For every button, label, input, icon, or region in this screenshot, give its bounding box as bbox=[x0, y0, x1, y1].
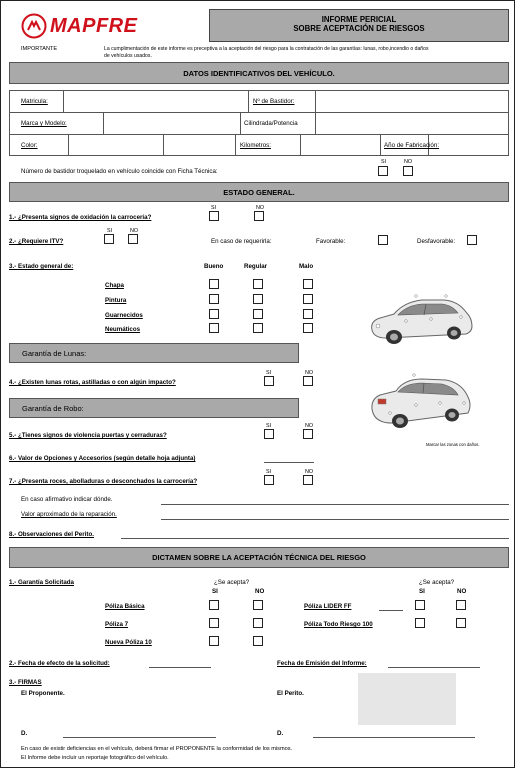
item-chapa: Chapa bbox=[105, 282, 124, 289]
chapa-malo-checkbox[interactable] bbox=[303, 279, 313, 289]
item-guarnecidos: Guarnecidos bbox=[105, 312, 143, 319]
poliza-basica: Póliza Básica bbox=[105, 603, 145, 610]
grid-col bbox=[163, 134, 164, 156]
fecha-efecto: 2.- Fecha de efecto de la solicitud: bbox=[9, 660, 110, 667]
neumaticos-bueno-checkbox[interactable] bbox=[209, 323, 219, 333]
q5-si-checkbox[interactable] bbox=[264, 429, 274, 439]
report-title-box bbox=[209, 9, 509, 42]
guarnecidos-malo-checkbox[interactable] bbox=[303, 309, 313, 319]
bastidor-no-checkbox[interactable] bbox=[403, 166, 413, 176]
mapfre-emblem-icon bbox=[21, 13, 47, 39]
q1-no-label: NO bbox=[256, 205, 265, 211]
section-lunas-title bbox=[9, 343, 299, 363]
desfavorable-checkbox[interactable] bbox=[467, 235, 477, 245]
favorable-label: Favorable: bbox=[316, 238, 346, 245]
poliza-todo-riesgo: Póliza Todo Riesgo 100 bbox=[304, 621, 373, 628]
chapa-bueno-checkbox[interactable] bbox=[209, 279, 219, 289]
firmas-title: 3.- FIRMAS bbox=[9, 679, 42, 686]
item-pintura: Pintura bbox=[105, 297, 127, 304]
poliza-basica-si-checkbox[interactable] bbox=[209, 600, 219, 610]
pintura-malo-checkbox[interactable] bbox=[303, 294, 313, 304]
car-rear-diagram[interactable] bbox=[368, 369, 473, 437]
q2-itv: 2.- ¿Requiere ITV? bbox=[9, 238, 64, 245]
section-dictamen-title-text: DICTAMEN SOBRE LA ACEPTACIÓN TÉCNICA DEL RIESGO bbox=[152, 553, 366, 562]
q4-no-label: NO bbox=[305, 370, 314, 376]
bastidor-label: Nº de Bastidor: bbox=[253, 98, 295, 105]
q7-no-label: NO bbox=[305, 469, 314, 475]
q5-violencia: 5.- ¿Tienes signos de violencia puertas y cerraduras? bbox=[9, 432, 167, 439]
grid-col bbox=[248, 91, 249, 112]
section-robo-title bbox=[9, 398, 299, 418]
no-left: NO bbox=[255, 588, 265, 595]
no-label: NO bbox=[404, 159, 413, 165]
poliza-10-no-checkbox[interactable] bbox=[253, 636, 263, 646]
poliza-7: Póliza 7 bbox=[105, 621, 129, 628]
poliza-lider: Póliza LIDER FF bbox=[304, 603, 352, 610]
q1-oxidacion: 1.- ¿Presenta signos de oxidación la carrocería? bbox=[9, 214, 152, 221]
poliza-lider-no-checkbox[interactable] bbox=[456, 600, 466, 610]
d-right: D. bbox=[277, 730, 284, 737]
neumaticos-regular-checkbox[interactable] bbox=[253, 323, 263, 333]
neumaticos-malo-checkbox[interactable] bbox=[303, 323, 313, 333]
guarnecidos-bueno-checkbox[interactable] bbox=[209, 309, 219, 319]
q7-si-label: SI bbox=[266, 469, 272, 475]
q4-lunas: 4.- ¿Existen lunas rotas, astilladas o con algún impacto? bbox=[9, 379, 176, 386]
poliza-10-si-checkbox[interactable] bbox=[209, 636, 219, 646]
section-general-title-text: ESTADO GENERAL. bbox=[223, 187, 295, 197]
favorable-checkbox[interactable] bbox=[378, 235, 388, 245]
acepta-right: ¿Se acepta? bbox=[419, 579, 455, 586]
dictamen-q1: 1.- Garantía Solicitada bbox=[9, 579, 74, 586]
si-right: SI bbox=[419, 588, 425, 595]
q5-no-label: NO bbox=[305, 423, 314, 429]
section-dictamen-title bbox=[9, 547, 509, 568]
proponente-label: El Proponente. bbox=[21, 690, 65, 697]
section-lunas-title-text: Garantía de Lunas: bbox=[22, 348, 87, 358]
section-general-title bbox=[9, 182, 509, 202]
poliza-lider-line[interactable] bbox=[379, 610, 403, 611]
q1-no-checkbox[interactable] bbox=[254, 211, 264, 221]
poliza-7-no-checkbox[interactable] bbox=[253, 618, 263, 628]
anio-field[interactable] bbox=[429, 134, 507, 154]
notice-text-2: de vehículos usados. bbox=[104, 53, 152, 59]
poliza-todo-riesgo-no-checkbox[interactable] bbox=[456, 618, 466, 628]
grid-col bbox=[240, 112, 241, 134]
pintura-bueno-checkbox[interactable] bbox=[209, 294, 219, 304]
bastidor-si-checkbox[interactable] bbox=[378, 166, 388, 176]
q8-observaciones: 8.- Observaciones del Perito. bbox=[9, 531, 94, 538]
no-right: NO bbox=[457, 588, 467, 595]
acepta-left: ¿Se acepta? bbox=[214, 579, 250, 586]
bastidor-question: Número de bastidor troquelado en vehículo coincide con Ficha Técnica: bbox=[21, 168, 218, 175]
col-bueno: Bueno bbox=[204, 263, 224, 270]
guarnecidos-regular-checkbox[interactable] bbox=[253, 309, 263, 319]
pintura-regular-checkbox[interactable] bbox=[253, 294, 263, 304]
q4-no-checkbox[interactable] bbox=[303, 376, 313, 386]
desfavorable-label: Desfavorable: bbox=[417, 238, 456, 245]
report-title-line2: SOBRE ACEPTACIÓN DE RIESGOS bbox=[293, 24, 425, 33]
poliza-lider-si-checkbox[interactable] bbox=[415, 600, 425, 610]
bastidor-field[interactable] bbox=[316, 91, 508, 111]
q1-si-checkbox[interactable] bbox=[209, 211, 219, 221]
section-robo-title-text: Garantía de Robo: bbox=[22, 403, 84, 413]
fecha-emision-line[interactable] bbox=[388, 667, 480, 668]
valor-reparacion: Valor aproximado de la reparación. bbox=[21, 511, 117, 518]
kilometros-label: Kilometros: bbox=[240, 142, 271, 149]
poliza-todo-riesgo-si-checkbox[interactable] bbox=[415, 618, 425, 628]
poliza-7-si-checkbox[interactable] bbox=[209, 618, 219, 628]
cilindrada-field[interactable] bbox=[316, 112, 508, 132]
color-field[interactable] bbox=[69, 134, 162, 154]
car-front-diagram[interactable] bbox=[366, 288, 476, 353]
q4-si-label: SI bbox=[266, 370, 272, 376]
section-vehicle-title bbox=[9, 62, 509, 84]
kilometros-field[interactable] bbox=[301, 134, 379, 154]
perito-label: El Perito. bbox=[277, 690, 304, 697]
perito-signature-line[interactable] bbox=[313, 737, 475, 738]
fecha-emision: Fecha de Emisión del Informe: bbox=[277, 660, 367, 667]
q7-roces: 7.- ¿Presenta roces, abolladuras o desconchados la carrocería? bbox=[9, 478, 198, 485]
marca-label: Marca y Modelo: bbox=[21, 120, 67, 127]
grid-col bbox=[380, 134, 381, 156]
caso-line[interactable] bbox=[161, 504, 509, 505]
notice-label: IMPORTANTE bbox=[21, 46, 58, 52]
valor-line[interactable] bbox=[161, 519, 509, 520]
q2-si-label: SI bbox=[107, 228, 113, 234]
caso-afirmativo: En caso afirmativo indicar dónde. bbox=[21, 496, 113, 503]
footer-note-2: El Informe debe incluir un reportaje fotográfico del vehículo. bbox=[21, 755, 169, 761]
q5-si-label: SI bbox=[266, 423, 272, 429]
section-vehicle-title-text: DATOS IDENTIFICATIVOS DEL VEHÍCULO. bbox=[183, 68, 335, 78]
q7-si-checkbox[interactable] bbox=[264, 475, 274, 485]
proponente-signature-line[interactable] bbox=[63, 737, 216, 738]
cilindrada-label: Cilindrada/Potencia bbox=[244, 120, 298, 127]
item-neumaticos: Neumáticos bbox=[105, 326, 141, 333]
report-title-line1: INFORME PERICIAL bbox=[321, 15, 397, 24]
q6-line[interactable] bbox=[264, 462, 314, 463]
q2-caso: En caso de requerirla: bbox=[211, 238, 272, 245]
col-malo: Malo bbox=[299, 263, 314, 270]
notice-text-1: La cumplimentación de este informe es preceptiva a la aceptación del riesgo para la contratación de las garantías: lunas, robo,incendio o daños bbox=[104, 46, 429, 52]
mapfre-logo bbox=[21, 13, 138, 39]
perito-signature-box[interactable] bbox=[358, 673, 456, 725]
q4-si-checkbox[interactable] bbox=[264, 376, 274, 386]
col-regular: Regular bbox=[244, 263, 268, 270]
footer-note-1: En caso de existir deficiencias en el vehículo, deberá firmar el PROPONENTE la conformidad de los mismos. bbox=[21, 746, 293, 752]
poliza-10: Nueva Póliza 10 bbox=[105, 639, 152, 646]
marca-field[interactable] bbox=[104, 112, 239, 132]
brand-name: MAPFRE bbox=[50, 15, 138, 37]
grid-col bbox=[235, 134, 236, 156]
fecha-efecto-line[interactable] bbox=[149, 667, 211, 668]
q1-si-label: SI bbox=[211, 205, 217, 211]
q2-no-label: NO bbox=[130, 228, 139, 234]
q3-estado: 3.- Estado general de: bbox=[9, 263, 74, 270]
si-left: SI bbox=[212, 588, 218, 595]
q2-no-checkbox[interactable] bbox=[128, 234, 138, 244]
matricula-label: Matricula: bbox=[21, 98, 48, 105]
color-label: Color: bbox=[21, 142, 38, 149]
si-label: SI bbox=[381, 159, 387, 165]
q2-si-checkbox[interactable] bbox=[104, 234, 114, 244]
q7-no-checkbox[interactable] bbox=[303, 475, 313, 485]
poliza-basica-no-checkbox[interactable] bbox=[253, 600, 263, 610]
anio-label: Año de Fabricación: bbox=[384, 142, 440, 149]
observaciones-line[interactable] bbox=[121, 538, 509, 539]
matricula-field[interactable] bbox=[64, 91, 247, 111]
d-left: D. bbox=[21, 730, 28, 737]
q6-opciones: 6.- Valor de Opciones y Accesorios (según detalle hoja adjunta) bbox=[9, 455, 196, 462]
q5-no-checkbox[interactable] bbox=[303, 429, 313, 439]
marcar-zonas-note: Marcar las zonas con daños. bbox=[426, 442, 480, 447]
chapa-regular-checkbox[interactable] bbox=[253, 279, 263, 289]
